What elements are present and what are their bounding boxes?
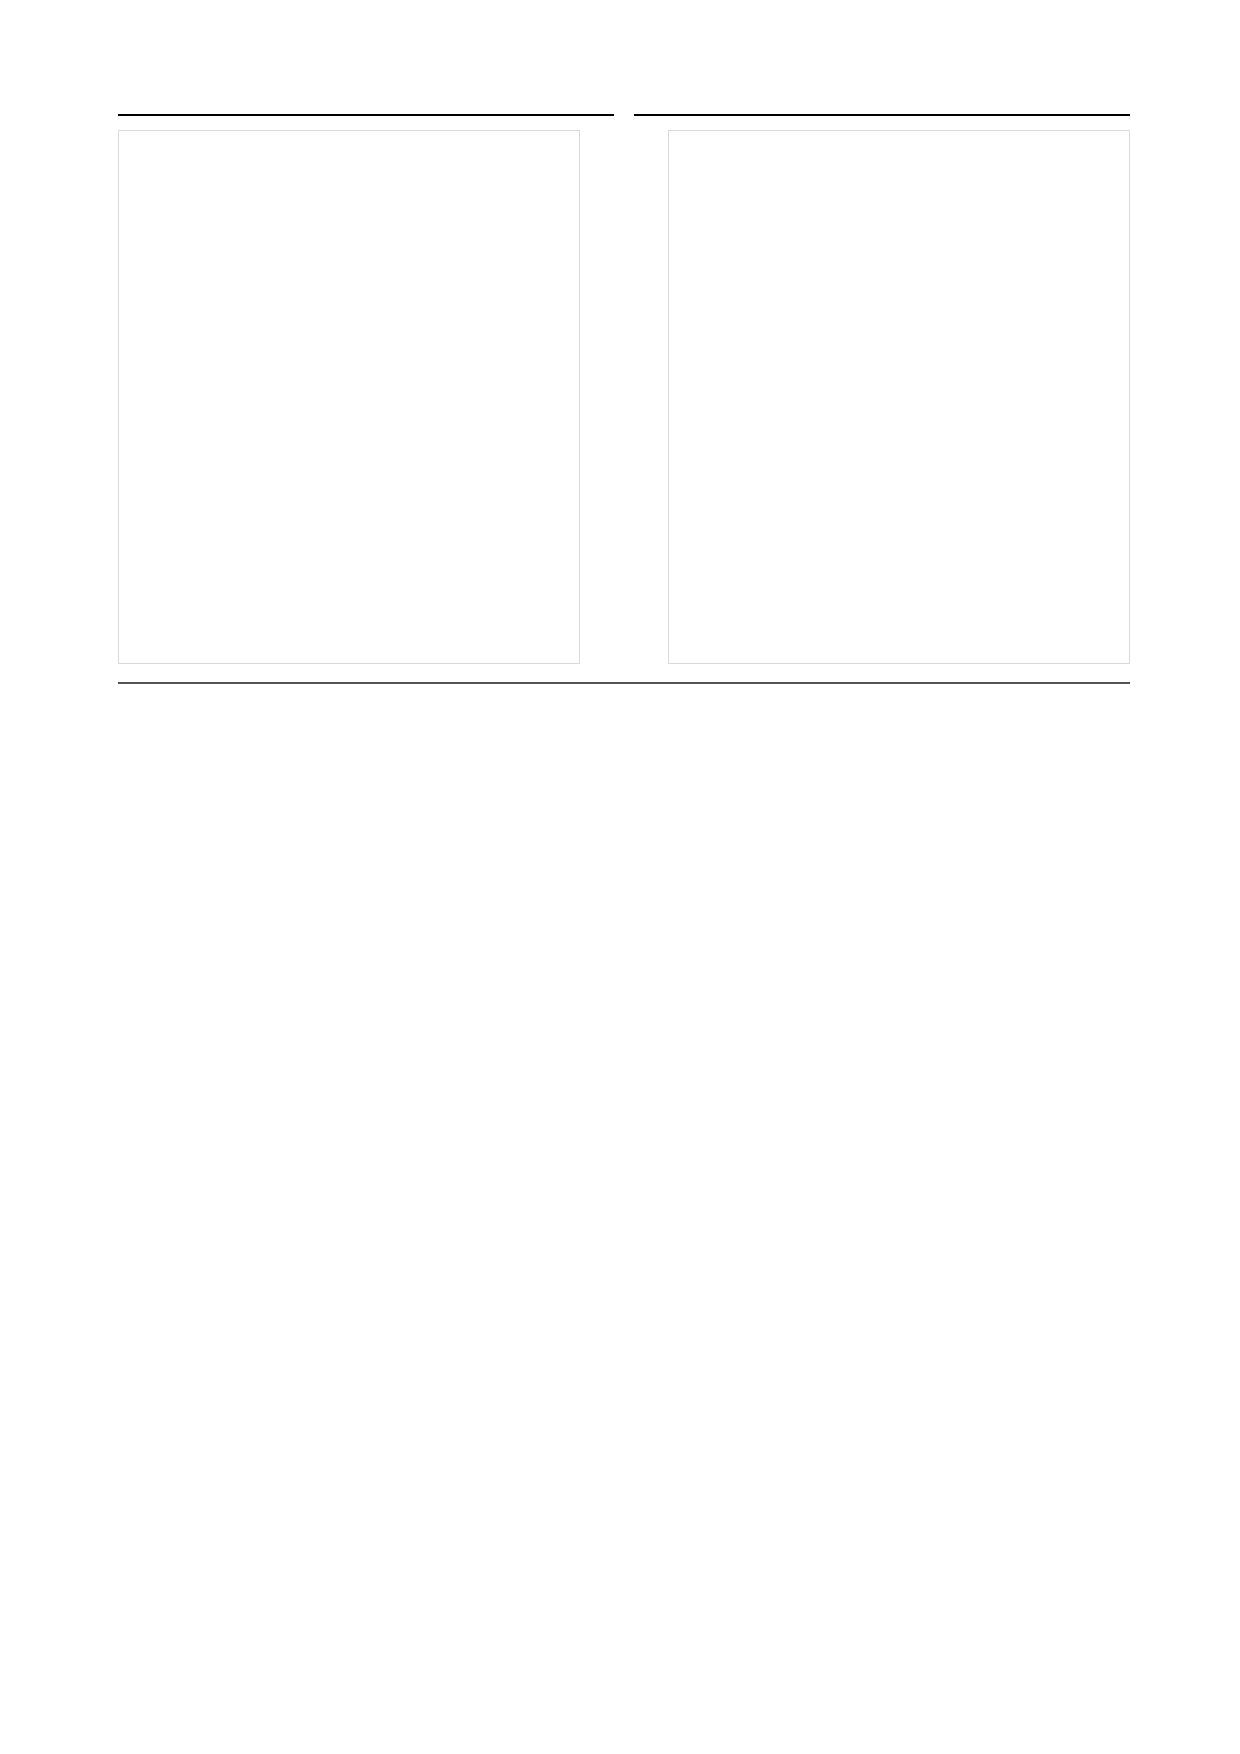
separator-line-left	[118, 114, 614, 116]
chart-anodic	[668, 130, 1130, 664]
document-separator	[118, 114, 1130, 116]
charts-container	[118, 130, 1130, 670]
separator-line-right	[634, 114, 1130, 116]
chart-anodic-svg	[669, 131, 1129, 663]
document-end-rule	[118, 682, 1130, 684]
chart-cathodic	[118, 130, 580, 664]
chart-cathodic-svg	[119, 131, 579, 663]
exam-page	[118, 108, 1130, 728]
